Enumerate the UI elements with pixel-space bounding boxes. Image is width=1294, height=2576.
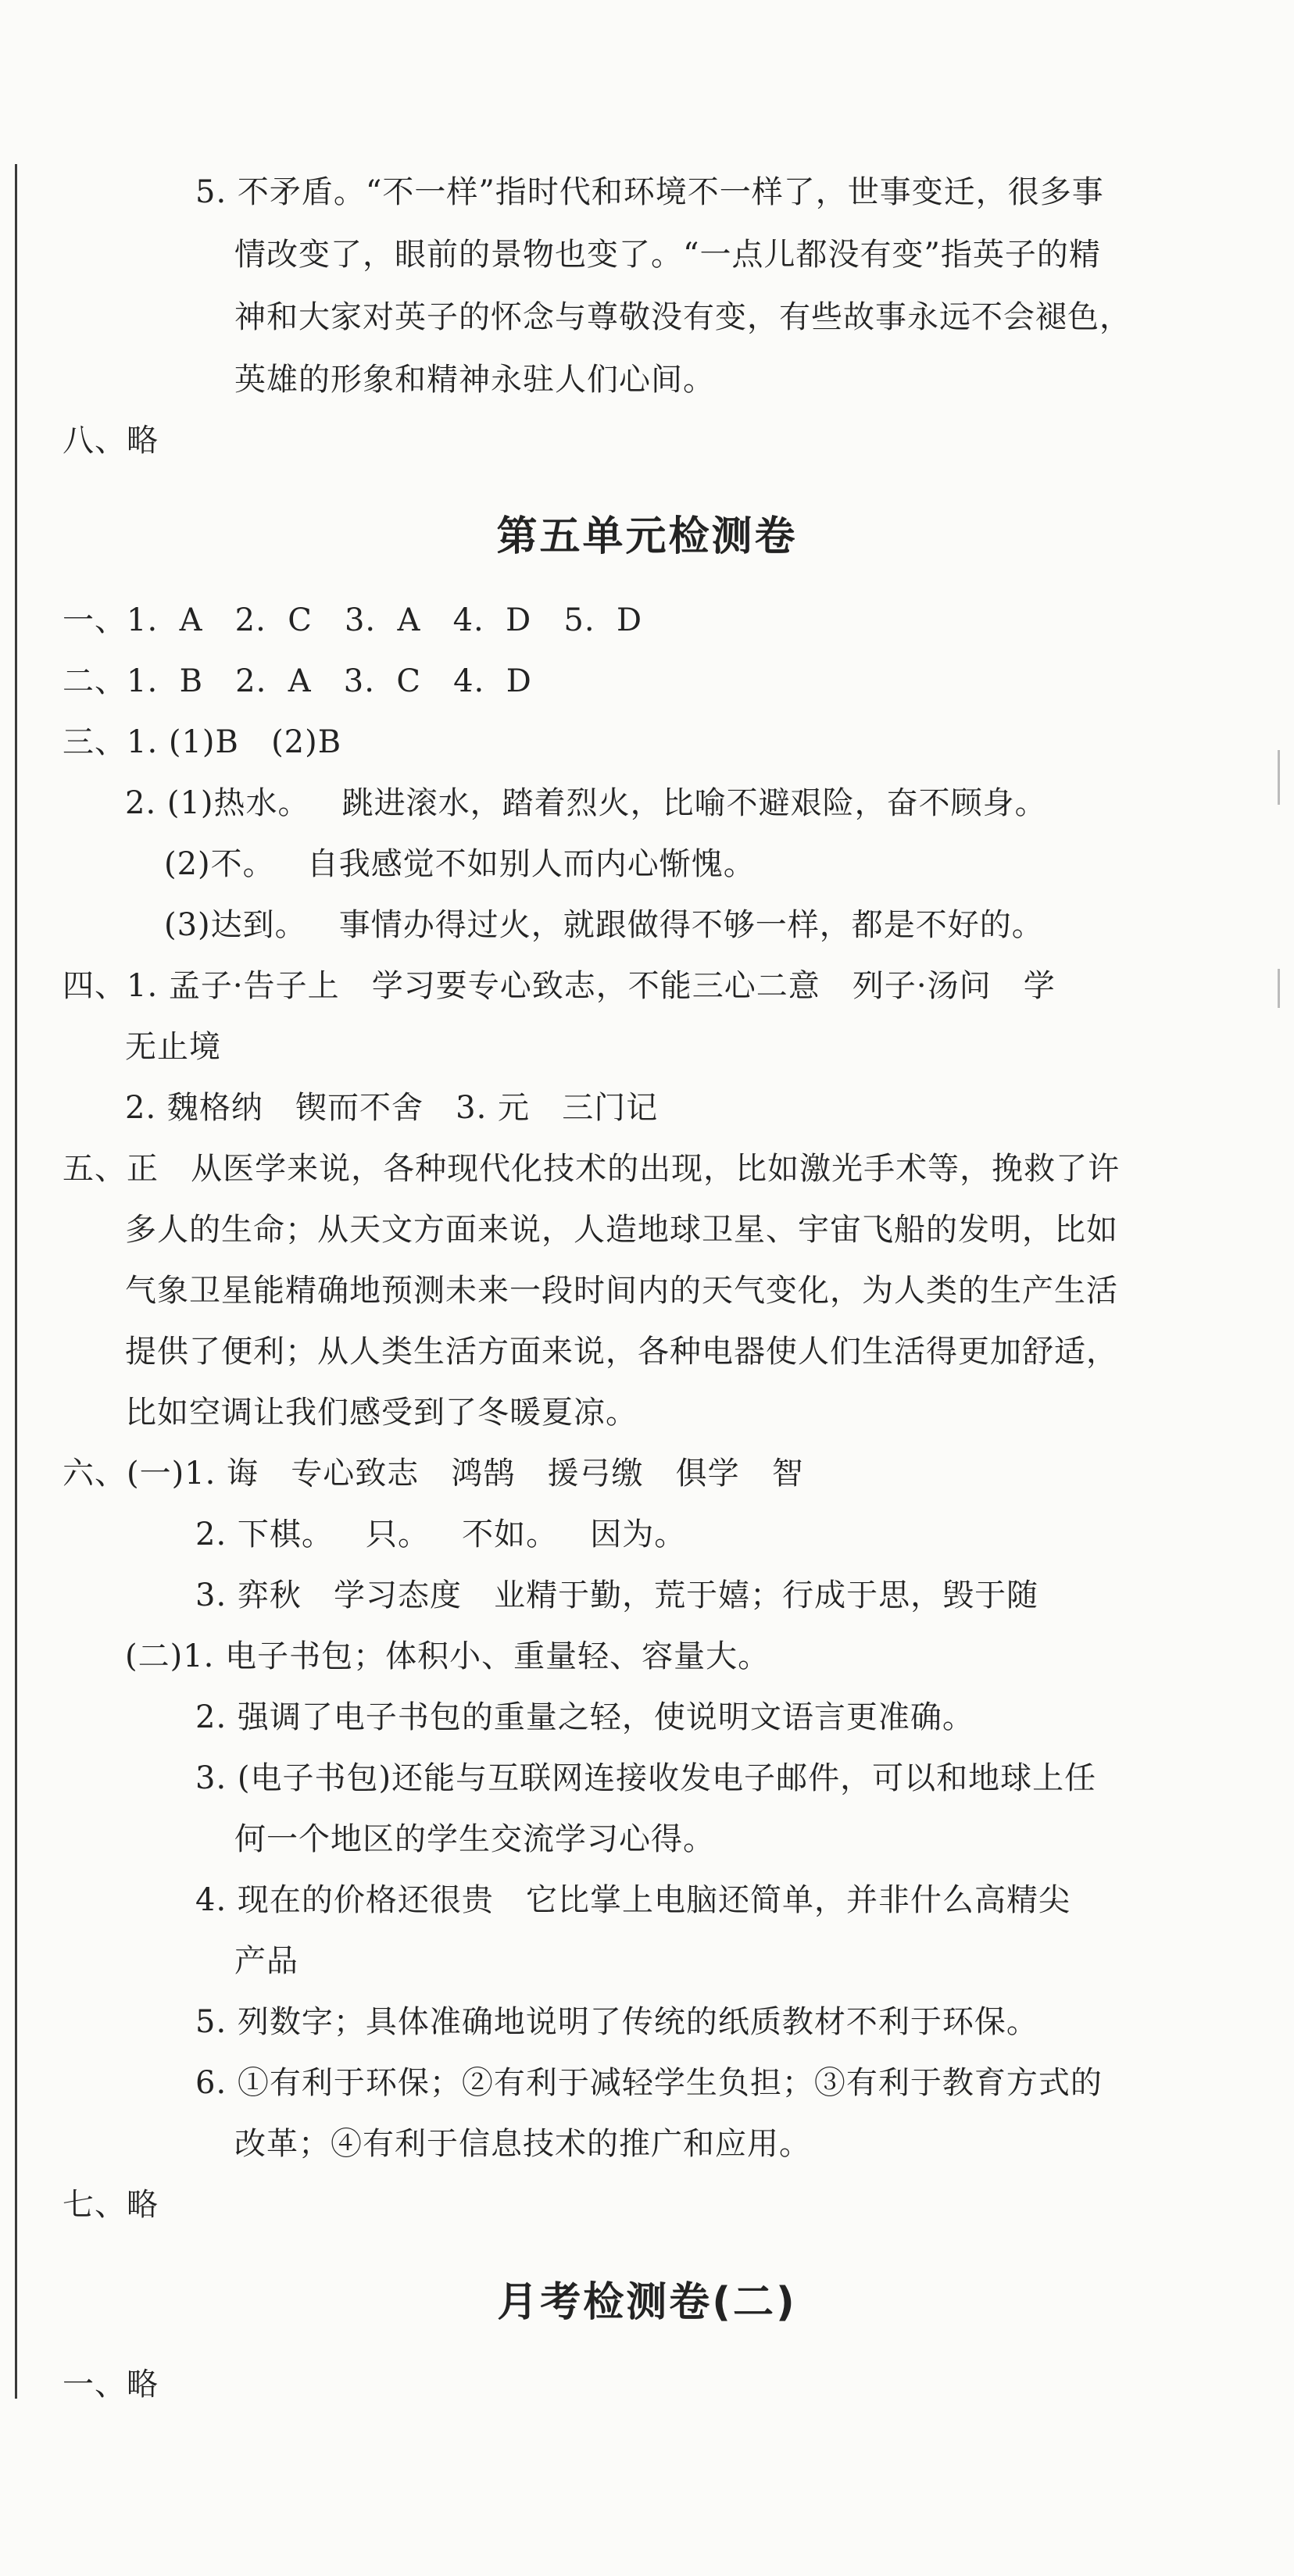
answer-line: 神和大家对英子的怀念与尊敬没有变，有些故事永远不会褪色， xyxy=(234,299,1131,335)
answer-line: 改革；④有利于信息技术的推广和应用。 xyxy=(234,2126,811,2162)
answer-line: 2. 魏格纳 锲而不舍 3. 元 三门记 xyxy=(125,1090,659,1126)
answer-line: 6. ①有利于环保；②有利于减轻学生负担；③有利于教育方式的 xyxy=(195,2065,1103,2101)
answer-line: 2. (1)热水。 跳进滚水，踏着烈火，比喻不避艰险，奋不顾身。 xyxy=(125,785,1047,821)
answer-line: 5. 不矛盾。“不一样”指时代和环境不一样了，世事变迁，很多事 xyxy=(195,174,1104,210)
answer-line: 3. 弈秋 学习态度 业精于勤，荒于嬉；行成于思，毁于随 xyxy=(195,1577,1039,1613)
edge-mark xyxy=(1278,969,1280,1008)
answer-line: 七、略 xyxy=(63,2187,159,2223)
answer-line: 2. 下棋。 只。 不如。 因为。 xyxy=(195,1517,687,1552)
answer-line: 比如空调让我们感受到了冬暖夏凉。 xyxy=(125,1395,638,1431)
answer-line: 三、1. (1)B (2)B xyxy=(63,724,342,760)
answer-line: 八、略 xyxy=(63,423,159,459)
margin-rule xyxy=(15,164,17,2399)
section-title: 月考检测卷(二) xyxy=(497,2279,797,2326)
answer-line: 情改变了，眼前的景物也变了。“一点儿都没有变”指英子的精 xyxy=(234,237,1101,273)
answer-line: (2)不。 自我感觉不如别人而内心惭愧。 xyxy=(164,846,756,882)
answer-line: 无止境 xyxy=(125,1029,221,1065)
answer-line: (3)达到。 事情办得过火，就跟做得不够一样，都是不好的。 xyxy=(164,907,1044,943)
answer-line: (二)1. 电子书包；体积小、重量轻、容量大。 xyxy=(125,1638,770,1674)
answer-line: 5. 列数字；具体准确地说明了传统的纸质教材不利于环保。 xyxy=(195,2004,1038,2040)
answer-line: 2. 强调了电子书包的重量之轻，使说明文语言更准确。 xyxy=(195,1699,974,1735)
answer-line: 多人的生命；从天文方面来说，人造地球卫星、宇宙飞船的发明，比如 xyxy=(125,1212,1118,1248)
answer-line: 4. 现在的价格还很贵 它比掌上电脑还简单，并非什么高精尖 xyxy=(195,1882,1071,1918)
answer-line: 一、1. A 2. C 3. A 4. D 5. D xyxy=(63,602,643,638)
edge-mark xyxy=(1278,750,1280,805)
answer-line: 四、1. 孟子·告子上 学习要专心致志，不能三心二意 列子·汤问 学 xyxy=(63,968,1056,1004)
answer-line: 提供了便利；从人类生活方面来说，各种电器使人们生活得更加舒适， xyxy=(125,1334,1118,1370)
answer-line: 二、1. B 2. A 3. C 4. D xyxy=(63,663,532,699)
answer-line: 五、正 从医学来说，各种现代化技术的出现，比如激光手术等，挽救了许 xyxy=(63,1151,1121,1187)
section-title: 第五单元检测卷 xyxy=(496,513,798,560)
answer-line: 产品 xyxy=(234,1943,298,1979)
answer-line: 何一个地区的学生交流学习心得。 xyxy=(234,1821,715,1857)
answer-line: 六、(一)1. 诲 专心致志 鸿鹄 援弓缴 俱学 智 xyxy=(63,1456,804,1492)
answer-line: 气象卫星能精确地预测未来一段时间内的天气变化，为人类的生产生活 xyxy=(125,1273,1118,1309)
answer-line: 英雄的形象和精神永驻人们心间。 xyxy=(234,362,715,398)
answer-line: 一、略 xyxy=(63,2367,159,2403)
answer-line: 3. (电子书包)还能与互联网连接收发电子邮件，可以和地球上任 xyxy=(195,1760,1097,1796)
